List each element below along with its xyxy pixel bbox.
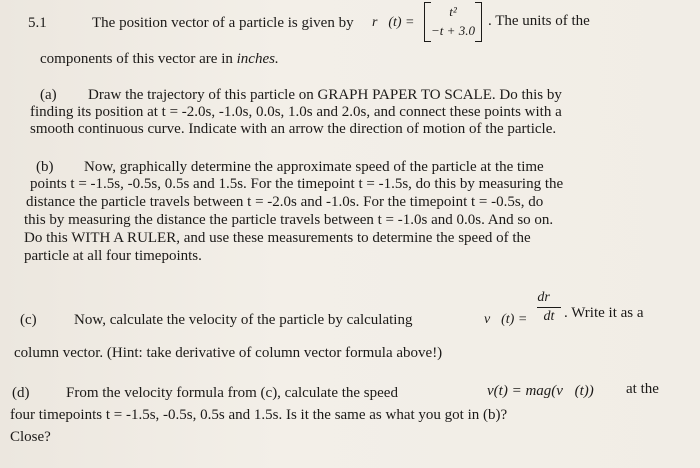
vector-top-entry: t²: [449, 4, 457, 19]
fraction-numerator: dr⃗: [537, 290, 561, 305]
part-a-line: Draw the trajectory of this particle on GRAPH PAPER TO SCALE. Do this by: [88, 87, 562, 103]
part-d-line-3: Close?: [10, 429, 51, 445]
fraction-denominator: dt: [543, 309, 555, 324]
part-c-label: (c): [20, 312, 37, 328]
intro-line-2-text: components of this vector are in: [40, 51, 233, 67]
part-b-line: particle at all four timepoints.: [24, 248, 202, 264]
part-d-line-1-end: at the: [626, 381, 659, 397]
derivative-fraction: [537, 290, 561, 325]
part-a-line: finding its position at t = -2.0s, -1.0s, 0.0s, 1.0s and 2.0s, and connect these points with a: [30, 104, 562, 120]
part-c-line-1-after: . Write it as a: [564, 305, 644, 321]
fraction-bar: [537, 307, 561, 308]
problem-number: 5.1: [28, 15, 47, 31]
part-a-line: smooth continuous curve. Indicate with an arrow the direction of motion of the particle.: [30, 121, 557, 137]
part-d-label: (d): [12, 385, 30, 401]
part-d-line-1: From the velocity formula from (c), calculate the speed: [66, 385, 398, 401]
velocity-lhs: v⃗(t) =: [484, 312, 528, 327]
speed-formula: v(t) = mag(v⃗(t)): [487, 383, 594, 399]
part-b-line: distance the particle travels between t = -2.0s and -1.0s. For the timepoint t = -0.5s, do: [26, 194, 544, 210]
part-b-line: Now, graphically determine the approximate speed of the particle at the time: [84, 159, 544, 175]
vector-bottom-entry: −t + 3.0: [431, 23, 475, 38]
units-word: inches.: [236, 51, 279, 67]
part-b-line: points t = -1.5s, -0.5s, 0.5s and 1.5s. For the timepoint t = -1.5s, do this by measuring the: [30, 176, 564, 192]
part-b-line: Do this WITH A RULER, and use these measurements to determine the speed of the: [24, 230, 531, 246]
position-vector: [424, 2, 482, 42]
intro-text-after: . The units of the: [488, 13, 590, 29]
part-a-label: (a): [40, 87, 57, 103]
part-b-label: (b): [36, 159, 54, 175]
part-c-line-2: column vector. (Hint: take derivative of column vector formula above!): [14, 345, 443, 361]
part-c-line-1: Now, calculate the velocity of the particle by calculating: [74, 312, 413, 328]
intro-line-2: [40, 50, 279, 68]
part-b-line: this by measuring the distance the particle travels between t = -1.0s and 0.0s. And so on.: [24, 212, 554, 228]
part-d-line-2: four timepoints t = -1.5s, -0.5s, 0.5s and 1.5s. Is it the same as what you got in (b)?: [10, 407, 508, 423]
position-lhs: r⃗(t) =: [372, 15, 415, 30]
intro-text: The position vector of a particle is given by: [92, 15, 354, 31]
